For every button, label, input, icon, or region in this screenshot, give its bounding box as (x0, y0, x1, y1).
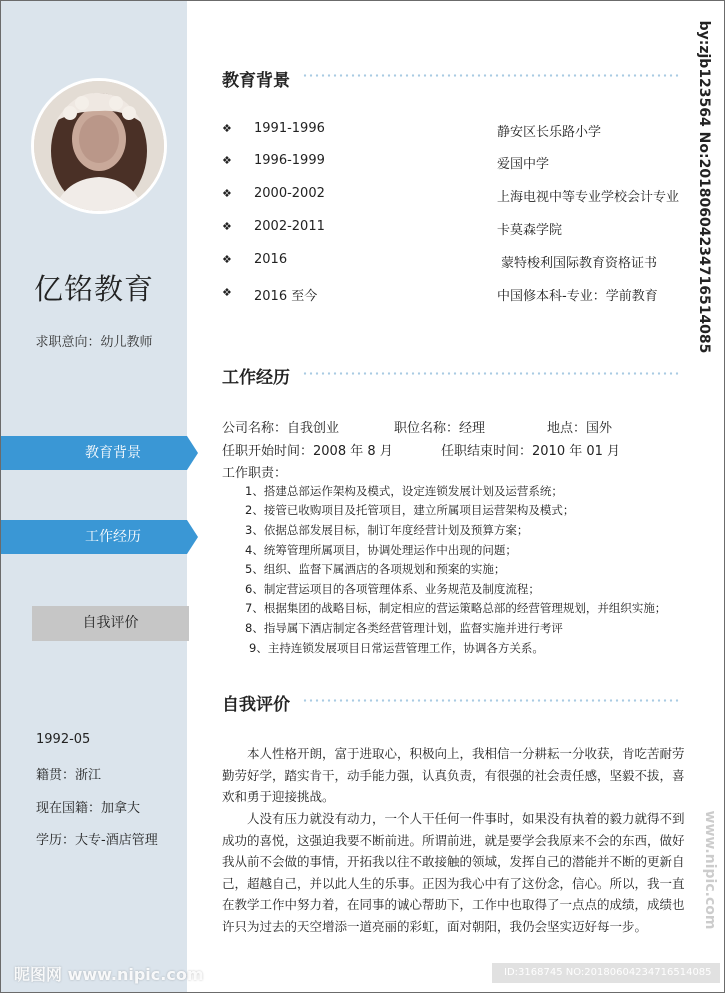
education-row (222, 153, 692, 173)
duty-item: 8、指导属下酒店制定各类经营管理计划，监督实施并进行考评 (245, 621, 563, 635)
education-period: 2000-2002 (254, 186, 325, 201)
self-eval-paragraph-1: 本人性格开朗，富于进取心，积极向上，我相信一分耕耘一分收获，肯吃苦耐劳勤劳好学，踏实肯干，动手能力强，认真负责，有很强的社会责任感，坚毅不拔，喜欢和勇于迎接挑战。 (222, 746, 685, 804)
education-level: 学历：大专-酒店管理 (36, 833, 158, 848)
diamond-bullet-icon: ❖ (222, 154, 232, 167)
education-row (222, 285, 692, 305)
nav-education-label: 教育背景 (85, 445, 141, 461)
duty-item: 4、统筹管理所属项目，协调处理运作中出现的问题； (245, 543, 517, 557)
education-school: 静安区长乐路小学 (497, 125, 602, 140)
education-row (222, 121, 692, 141)
duty-item: 2、接管已收购项目及托管项目，建立所属项目运营架构及模式； (245, 503, 575, 517)
duty-item: 1、搭建总部运作架构及模式，设定连锁发展计划及运营系统； (245, 484, 563, 498)
work-duties-label: 工作职责： (222, 466, 288, 481)
avatar (31, 78, 167, 214)
education-period: 2016 至今 (254, 289, 318, 304)
diamond-bullet-icon: ❖ (222, 122, 232, 135)
nav-self-eval[interactable]: 自我评价 (32, 606, 189, 641)
education-period: 1991-1996 (254, 121, 325, 136)
diamond-bullet-icon: ❖ (222, 286, 232, 299)
nationality: 现在国籍：加拿大 (36, 801, 141, 816)
nav-work-label: 工作经历 (85, 529, 141, 545)
education-period: 2016 (254, 252, 288, 267)
section-title-work: 工作经历 (222, 368, 290, 388)
side-site-text: www.nipic.com (702, 810, 718, 930)
education-row (222, 219, 692, 239)
work-end: 任职结束时间：2010 年 01 月 (441, 444, 621, 459)
education-school: 上海电视中等专业学校会计专业 (497, 190, 680, 205)
section-title-self-eval: 自我评价 (222, 695, 290, 715)
job-intent: 求职意向：幼儿教师 (35, 335, 153, 350)
image-id-watermark: ID:3168745 NO:20180604234716514085 (492, 963, 720, 983)
education-school: 中国修本科-专业：学前教育 (497, 289, 658, 304)
nav-education[interactable] (1, 436, 198, 470)
diamond-bullet-icon: ❖ (222, 220, 232, 233)
section-divider (302, 74, 680, 77)
diamond-bullet-icon: ❖ (222, 187, 232, 200)
duty-item: 9、主持连锁发展项目日常运营管理工作，协调各方关系。 (249, 641, 544, 655)
section-divider (302, 699, 680, 702)
side-site-watermark (700, 790, 720, 950)
education-school: 卡莫森学院 (497, 223, 563, 238)
education-school: 蒙特梭利国际教育资格证书 (501, 256, 658, 271)
education-period: 1996-1999 (254, 153, 325, 168)
side-id-text: by:zjb123564 No:20180604234716514085 (696, 20, 712, 353)
work-location: 地点：国外 (547, 421, 613, 436)
native-place: 籍贯：浙江 (36, 768, 102, 783)
education-row (222, 186, 692, 206)
birth-date: 1992-05 (36, 732, 91, 747)
duty-item: 6、制定营运项目的各项管理体系、业务规范及制度流程； (245, 582, 540, 596)
work-position: 职位名称：经理 (394, 421, 486, 436)
duty-item: 5、组织、监督下属酒店的各项规划和预案的实施； (245, 562, 506, 576)
work-start: 任职开始时间：2008 年 8 月 (222, 444, 393, 459)
self-eval-paragraph-2: 人没有压力就没有动力，一个人干任何一件事时，如果没有执着的毅力就得不到成功的喜悦，这强迫我要不断前进。所谓前进，就是要学会我原来不会的东西，做好我从前不会做的事情，开拓我以往不敢接触的领域，发挥自己的潜能并不断的更新自己，超越自己，并以此人生的乐事。正因为我心中有了这份念，信心。所以，我一直在教学工作中努力着，在同事的诚心帮助下，工作中也取得了一点点的成绩，成绩也许只为过去的天空增添一道亮丽的彩虹，面对朝阳，我仍会坚实迈好每一步。 (222, 811, 685, 934)
nipic-logo-watermark: 昵图网 www.nipic.com (14, 965, 204, 984)
sidebar (1, 1, 187, 992)
nav-work[interactable] (1, 520, 198, 554)
section-divider (302, 372, 680, 375)
side-id-watermark (689, 14, 719, 359)
duty-item: 3、依据总部发展目标，制订年度经营计划及预算方案； (245, 523, 529, 537)
profile-name: 亿铭教育 (33, 272, 154, 306)
duty-item: 7、根据集团的战略目标，制定相应的营运策略总部的经营管理规划，并组织实施； (245, 601, 667, 615)
education-period: 2002-2011 (254, 219, 325, 234)
education-school: 爱国中学 (497, 157, 550, 172)
education-row (222, 252, 692, 272)
work-company: 公司名称：自我创业 (222, 421, 340, 436)
diamond-bullet-icon: ❖ (222, 253, 232, 266)
section-title-education: 教育背景 (222, 71, 290, 91)
